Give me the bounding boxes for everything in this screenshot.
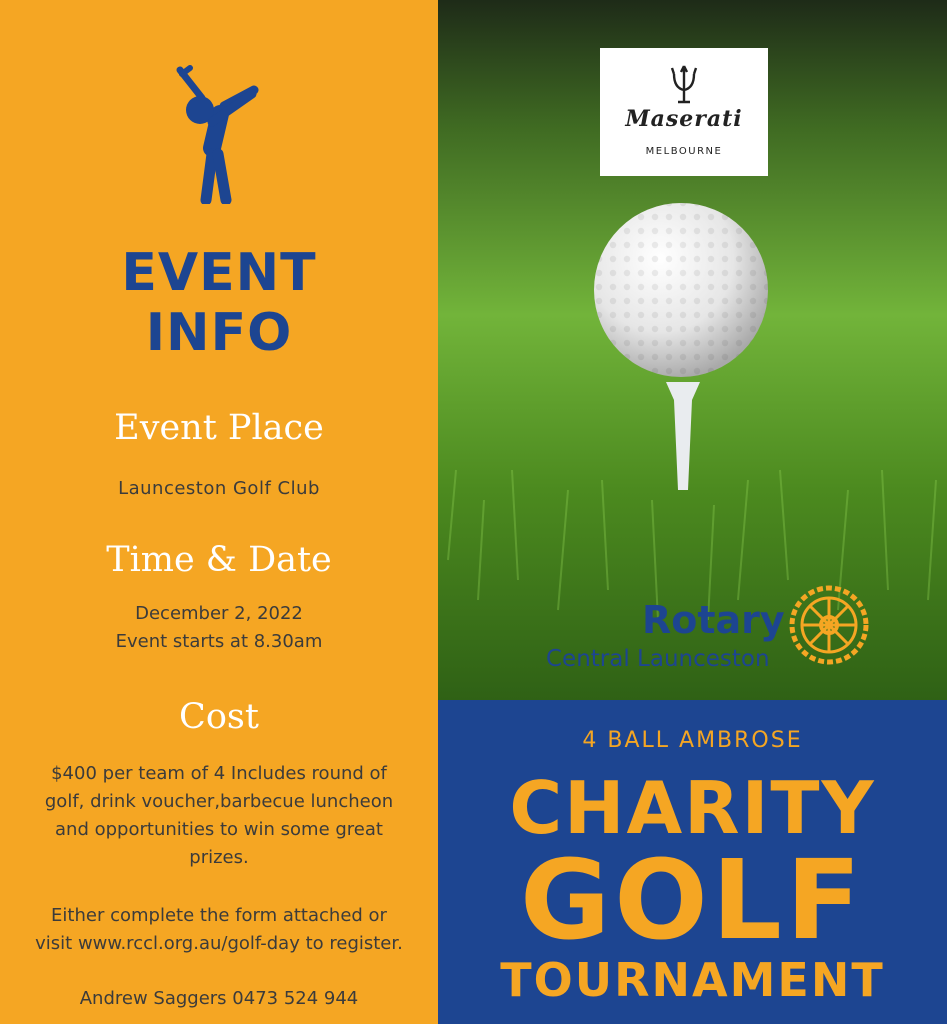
sponsor-city: MELBOURNE <box>645 146 723 157</box>
event-place-title: Event Place <box>114 408 324 448</box>
contact-info: Andrew Saggers 0473 524 944 <box>79 988 359 1009</box>
heading-line-info: INFO <box>145 303 293 363</box>
time-date-block <box>0 600 438 656</box>
tournament-banner <box>438 700 947 1024</box>
trident-icon <box>669 64 699 104</box>
registration-info: Either complete the form attached or visit www.rccl.org.au/golf-day to register. <box>35 905 403 954</box>
maserati-logo <box>600 48 768 176</box>
rotary-name: Rotary <box>642 598 785 642</box>
cost-title: Cost <box>179 697 259 737</box>
time-date-title: Time & Date <box>106 540 332 580</box>
rotary-club: Central Launceston <box>546 646 770 672</box>
event-info-heading <box>0 243 438 363</box>
banner-golf: GOLF <box>519 836 866 964</box>
banner-tournament: TOURNAMENT <box>500 953 885 1007</box>
golfer-icon <box>172 62 268 204</box>
event-date: December 2, 2022 <box>135 603 303 624</box>
event-place-value: Launceston Golf Club <box>118 478 320 499</box>
event-start-time: Event starts at 8.30am <box>115 631 323 652</box>
sponsor-brand: Maserati <box>625 106 743 132</box>
heading-line-event: EVENT <box>121 243 317 303</box>
banner-subtitle: 4 BALL AMBROSE <box>582 728 803 753</box>
event-info-panel <box>0 0 438 1024</box>
rotary-wheel-icon <box>786 582 872 668</box>
banner-charity: CHARITY <box>509 766 876 850</box>
cost-description: $400 per team of 4 Includes round of golf, drink voucher,barbecue luncheon and opportunities to win some great prizes. <box>44 763 394 868</box>
